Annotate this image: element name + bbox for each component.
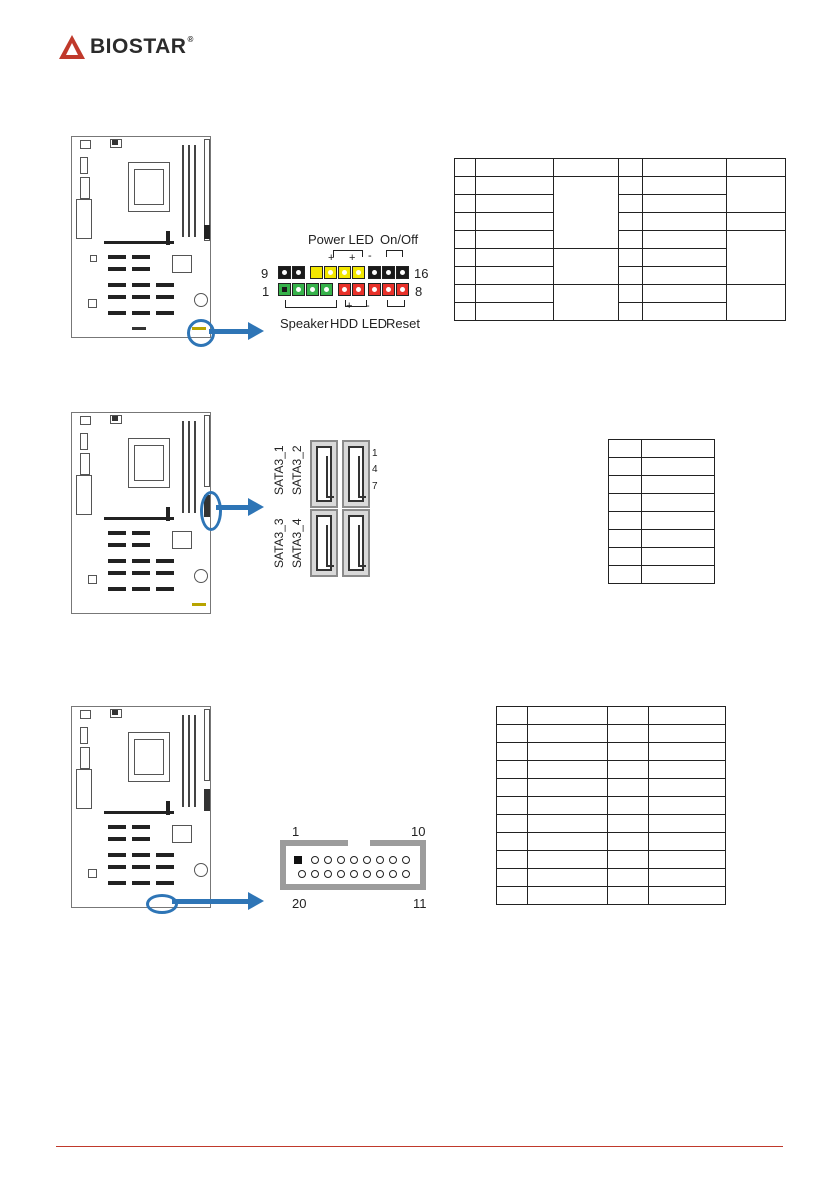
pin-16-label: 16 — [414, 266, 429, 281]
table-row — [609, 566, 715, 584]
table-row — [497, 833, 726, 851]
table-row — [609, 548, 715, 566]
table-row — [497, 761, 726, 779]
sata-port-3 — [310, 509, 338, 577]
table-row — [497, 869, 726, 887]
table-row — [497, 707, 726, 725]
pin-8-label: 8 — [415, 284, 423, 299]
table-row — [609, 512, 715, 530]
table-row — [497, 851, 726, 869]
pointer-arrow-line-1 — [209, 329, 249, 334]
table-row — [497, 815, 726, 833]
table-row — [497, 797, 726, 815]
sata3-3-label: SATA3_3 — [272, 518, 286, 568]
table-row — [455, 213, 786, 231]
usb-header-highlight — [146, 894, 178, 914]
table-row — [497, 887, 726, 905]
sata-port-2 — [342, 440, 370, 508]
table-row — [609, 440, 715, 458]
table-row — [609, 476, 715, 494]
usb-pin-11-label: 11 — [413, 896, 427, 911]
brand-name: BIOSTAR® — [90, 35, 194, 58]
sata-pin-4-label: 4 — [372, 464, 378, 475]
minus-label-bottom: - — [366, 300, 370, 312]
sata-port-1 — [310, 440, 338, 508]
sata3-2-label: SATA3_2 — [290, 445, 304, 495]
front-panel-pin-table — [454, 158, 786, 321]
footer-rule — [56, 1146, 783, 1147]
plus-label-2: + — [349, 252, 356, 264]
biostar-logo — [58, 30, 194, 64]
usb-pin-20-label: 20 — [292, 896, 307, 911]
sata-pin-7-label: 7 — [372, 481, 378, 492]
onoff-label: On/Off — [380, 232, 419, 247]
pointer-arrow-line-2 — [216, 505, 249, 510]
motherboard-thumbnail-1 — [71, 136, 211, 338]
reset-label: Reset — [386, 316, 420, 331]
pointer-arrow-head-1 — [248, 322, 264, 340]
pointer-arrow-head-2 — [248, 498, 264, 516]
table-row — [609, 494, 715, 512]
usb-pin-10-label: 10 — [411, 824, 426, 839]
usb-pin-table — [496, 706, 726, 905]
sata-pin-1-label: 1 — [372, 448, 378, 459]
table-row — [609, 458, 715, 476]
speaker-label: Speaker — [280, 316, 329, 331]
pin-9-label: 9 — [261, 266, 269, 281]
pin-1-label: 1 — [262, 284, 270, 299]
plus-label-bottom: + — [346, 300, 353, 312]
sata-port-4 — [342, 509, 370, 577]
table-row — [455, 285, 786, 303]
motherboard-thumbnail-2 — [71, 412, 211, 614]
sata3-4-label: SATA3_4 — [290, 518, 304, 568]
pointer-arrow-head-3 — [248, 892, 264, 910]
table-row — [455, 159, 786, 177]
table-row — [455, 231, 786, 249]
motherboard-thumbnail-3 — [71, 706, 211, 908]
table-row — [497, 779, 726, 797]
minus-label-top: - — [368, 250, 372, 262]
usb-pin-1-label: 1 — [292, 824, 300, 839]
hdd-led-label: HDD LED — [330, 316, 388, 331]
sata3-1-label: SATA3_1 — [272, 445, 286, 495]
table-row — [455, 177, 786, 195]
plus-label-1: + — [328, 252, 335, 264]
usb-header-frame — [280, 840, 426, 890]
table-row — [497, 725, 726, 743]
sata-highlight — [200, 491, 222, 531]
pointer-arrow-line-3 — [172, 899, 249, 904]
table-row — [497, 743, 726, 761]
biostar-triangle-icon — [58, 34, 86, 60]
power-led-label: Power LED — [308, 232, 374, 247]
table-row — [609, 530, 715, 548]
sata-pin-table — [608, 439, 715, 584]
